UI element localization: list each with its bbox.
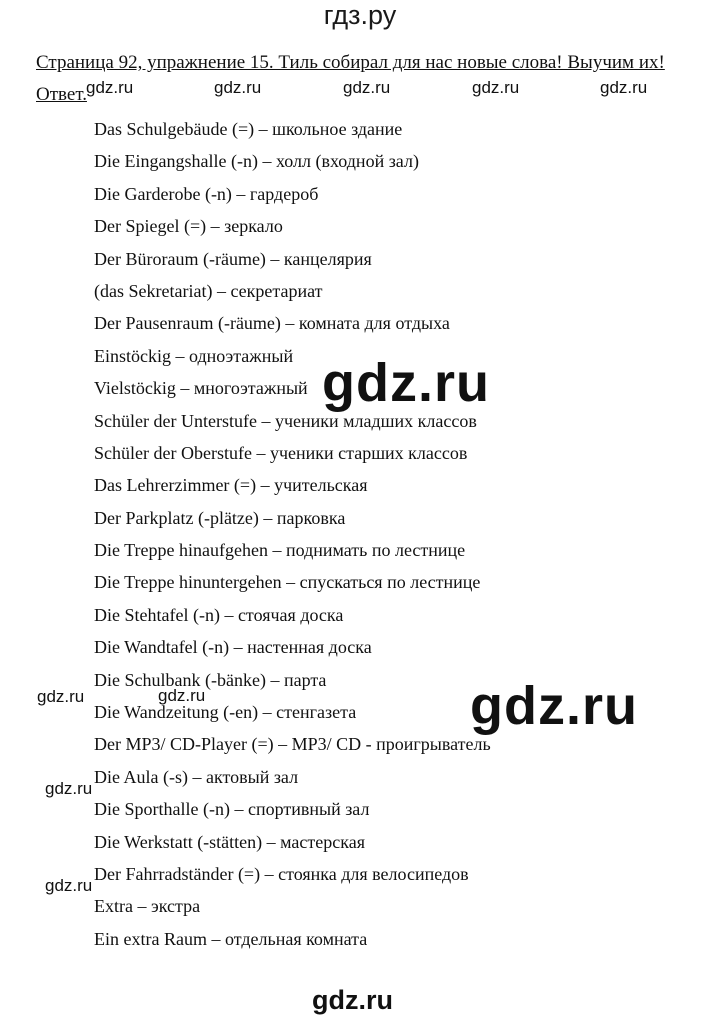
vocab-item: Extra – экстра	[94, 896, 201, 917]
vocab-item: Der Pausenraum (-räume) – комната для отдыха	[94, 313, 450, 334]
vocab-item: Einstöckig – одноэтажный	[94, 345, 294, 366]
vocab-item: Schüler der Oberstufe – ученики старших классов	[94, 442, 468, 463]
vocab-item: Das Lehrerzimmer (=) – учительская	[94, 475, 368, 496]
watermark: gdz.ru	[45, 779, 93, 798]
vocab-item: Ein extra Raum – отдельная комната	[94, 928, 368, 949]
watermark: gdz.ru	[158, 686, 206, 705]
watermark: gdz.ru	[86, 78, 134, 97]
site-title: гдз.ру	[323, 0, 397, 30]
vocab-item: Die Wandtafel (-n) – настенная доска	[94, 637, 372, 658]
vocab-item: Schüler der Unterstufe – ученики младших классов	[94, 410, 477, 431]
vocab-item: Vielstöckig – многоэтажный	[94, 378, 308, 399]
vocab-item: Der Parkplatz (-plätze) – парковка	[94, 507, 346, 528]
vocab-item: Die Werkstatt (-stätten) – мастерская	[94, 831, 365, 852]
vocab-item: Die Eingangshalle (-n) – холл (входной зал)	[94, 151, 419, 172]
vocab-item: Der Büroraum (-räume) – канцелярия	[94, 248, 372, 269]
vocabulary-list	[94, 113, 491, 955]
vocab-item: Die Schulbank (-bänke) – парта	[94, 669, 327, 690]
watermark: gdz.ru	[343, 78, 391, 97]
watermark-large: gdz.ru	[322, 353, 490, 413]
vocab-item: Die Treppe hinuntergehen – спускаться по лестнице	[94, 572, 481, 593]
watermark: gdz.ru	[600, 78, 648, 97]
vocab-item: Die Treppe hinaufgehen – поднимать по лестнице	[94, 540, 466, 561]
vocab-item: Die Wandzeitung (-en) – стенгазета	[94, 702, 357, 723]
task-header: Страница 92, упражнение 15. Тиль собирал для нас новые слова! Выучим их!	[36, 52, 665, 73]
vocab-item: Die Stehtafel (-n) – стоячая доска	[94, 604, 344, 625]
vocab-item: Der MP3/ CD-Player (=) – MP3/ CD - проигрыватель	[94, 734, 491, 755]
answer-label: Ответ.	[36, 84, 87, 105]
vocab-item: Der Spiegel (=) – зеркало	[94, 216, 283, 237]
vocab-item: (das Sekretariat) – секретариат	[94, 280, 323, 301]
watermark: gdz.ru	[214, 78, 262, 97]
footer-watermark: gdz.ru	[312, 985, 393, 1015]
vocab-item: Die Garderobe (-n) – гардероб	[94, 183, 319, 204]
watermark: gdz.ru	[37, 687, 85, 706]
vocab-item: Das Schulgebäude (=) – школьное здание	[94, 119, 403, 139]
vocab-item: Die Sporthalle (-n) – спортивный зал	[94, 799, 370, 820]
watermark: gdz.ru	[45, 876, 93, 895]
vocab-item: Der Fahrradständer (=) – стоянка для велосипедов	[94, 863, 469, 884]
vocab-item: Die Aula (-s) – актовый зал	[94, 766, 299, 787]
watermark: gdz.ru	[472, 78, 520, 97]
watermark-large: gdz.ru	[470, 676, 638, 736]
